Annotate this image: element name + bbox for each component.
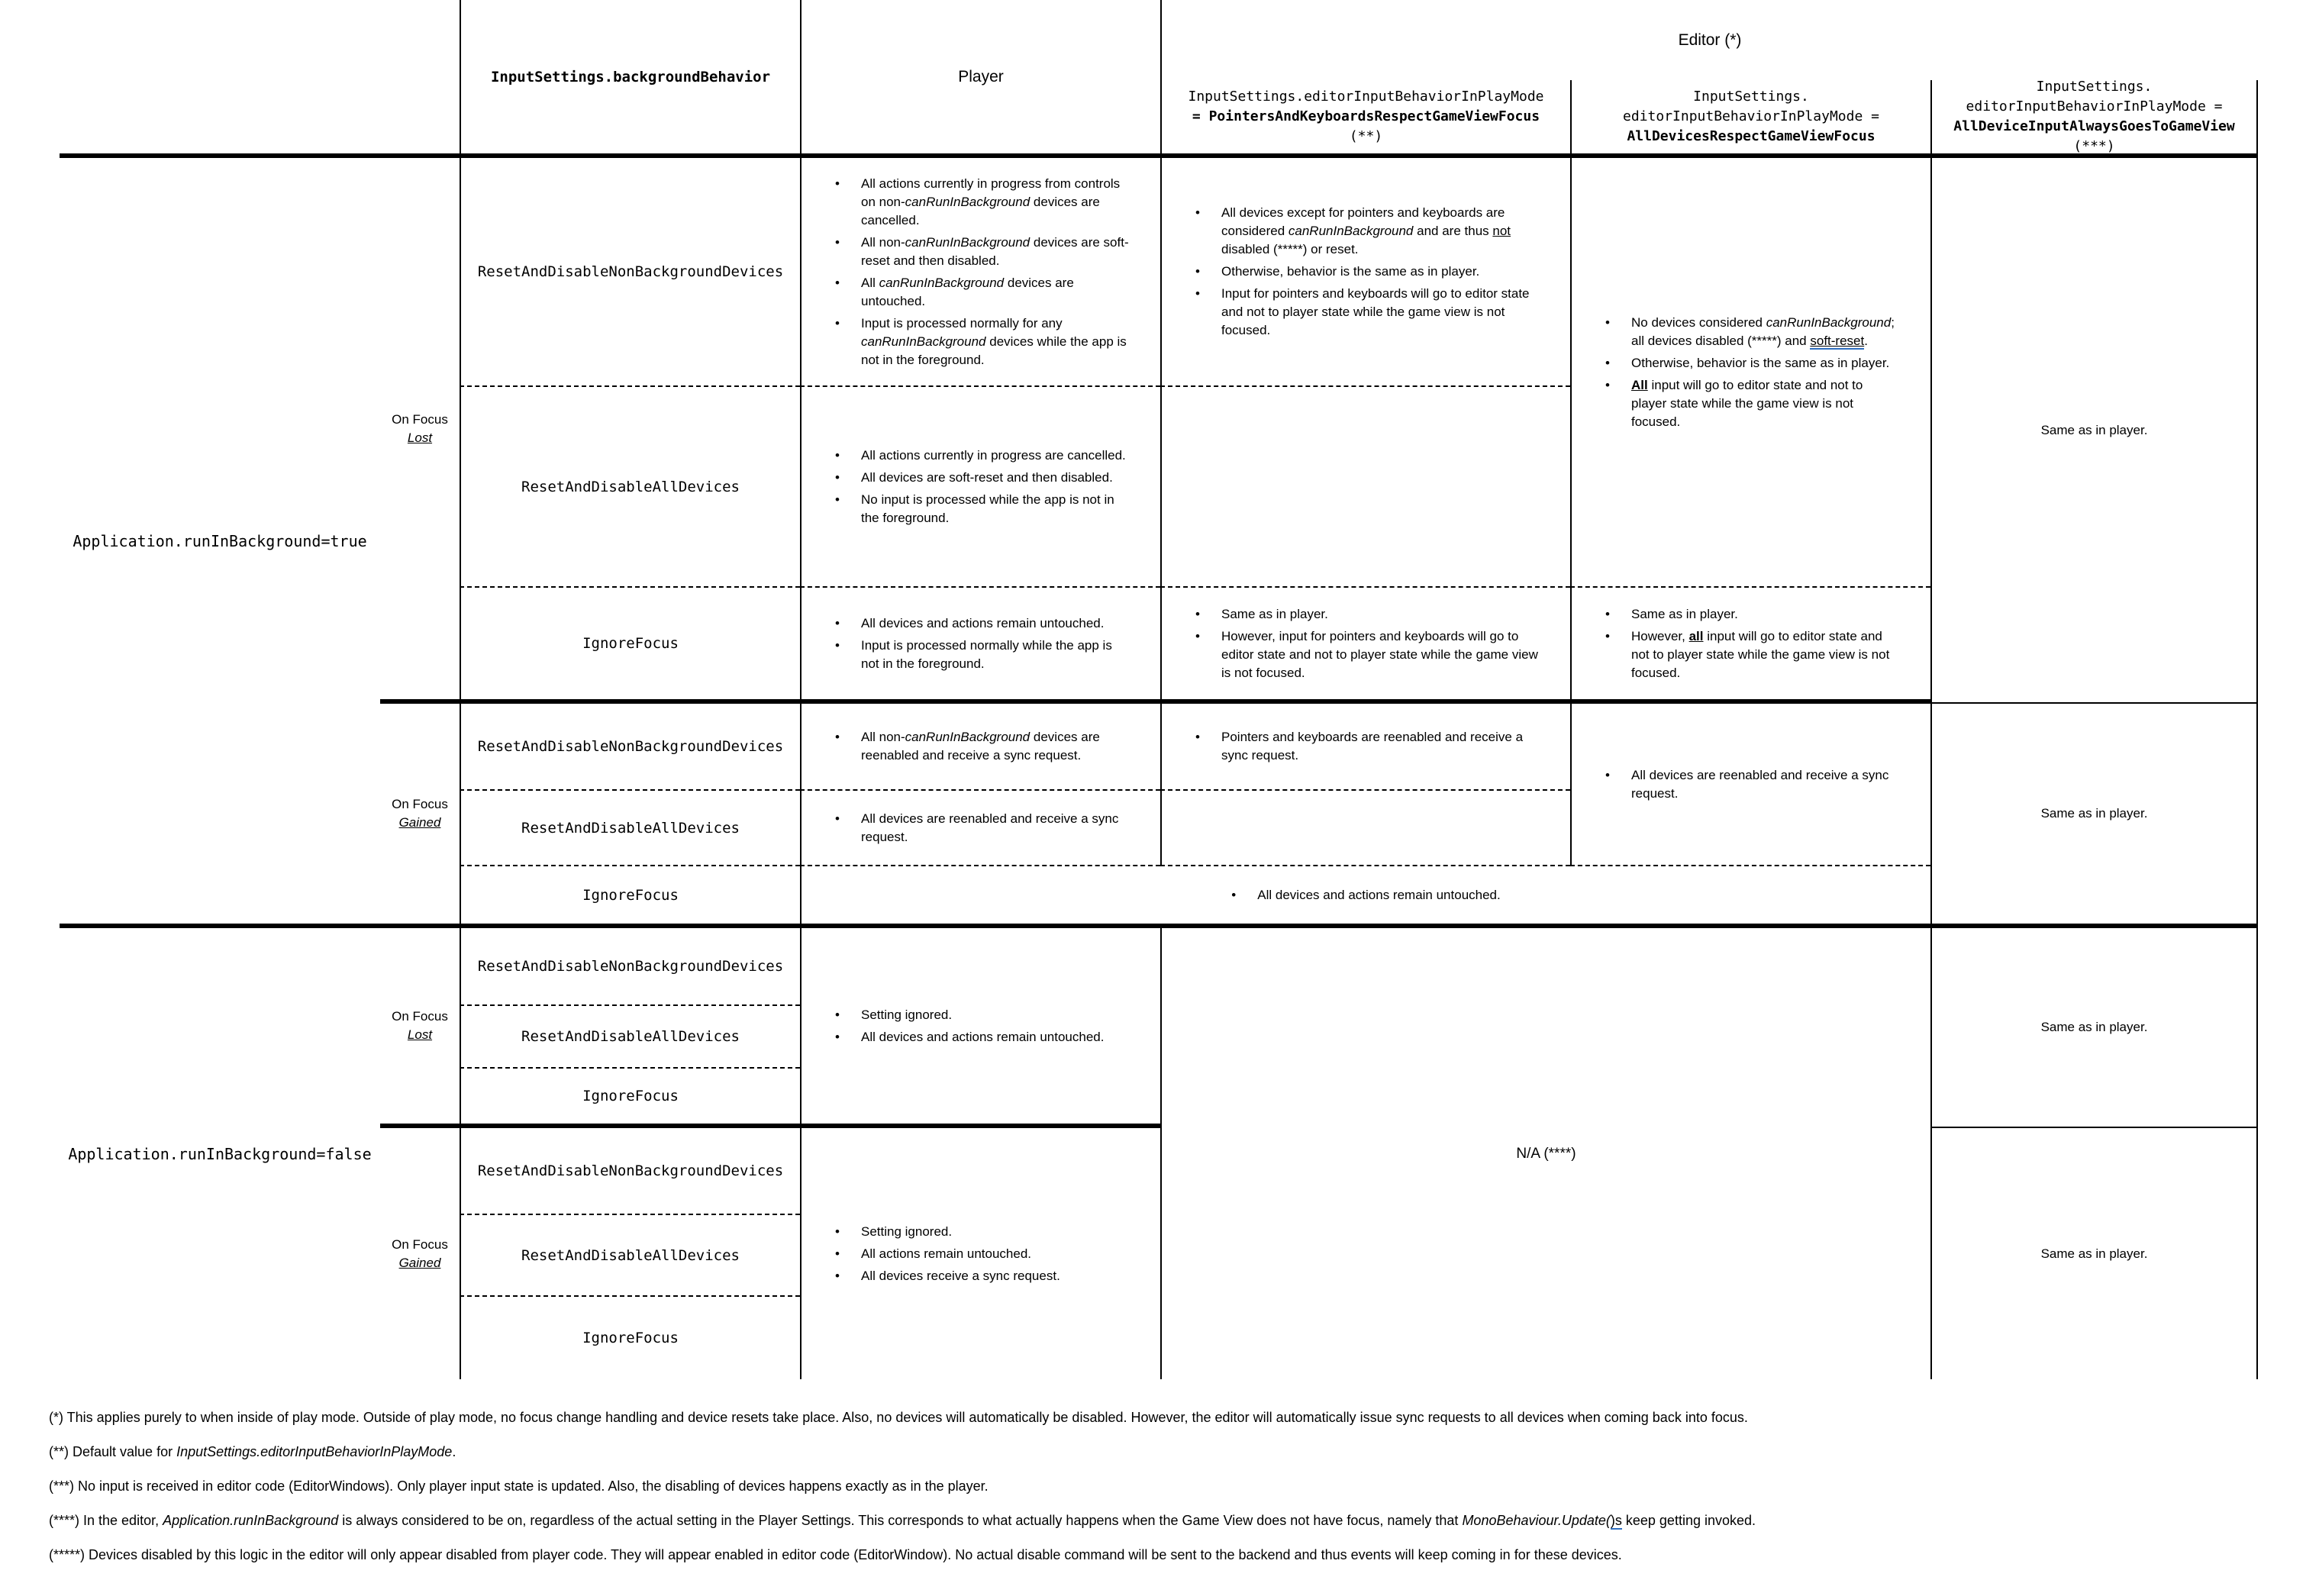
behavior-true-lost-ignore [460, 588, 800, 704]
bullet-item: • Otherwise, behavior is the same as in player. [1595, 354, 1900, 372]
cell-true-lost-allinput [1930, 158, 2258, 704]
background-behavior-label: InputSettings.backgroundBehavior [490, 68, 771, 85]
bullet-list [801, 800, 1160, 856]
cell-true-gained-ignore-merged [800, 866, 1930, 928]
behavior-false-lost-reset-all [460, 1006, 800, 1069]
cell-true-lost-reset-all-pointers-empty [1160, 387, 1570, 588]
bullet-item: • All devices and actions remain untouched. [824, 1028, 1130, 1046]
bullet-item: • Input is processed normally while the app is not in the foreground. [824, 637, 1130, 673]
row-label-false-on-focus-lost [380, 928, 460, 1128]
bullet-list [801, 996, 1160, 1056]
bullet-item: • All devices are reenabled and receive a sync request. [824, 810, 1130, 846]
header-editor-group [1160, 0, 2258, 80]
header-alldevices-line1: InputSettings. [1693, 89, 1809, 105]
bullet-list [801, 165, 1160, 379]
bullet-item: • All non-canRunInBackground devices are soft-reset and then disabled. [824, 234, 1130, 270]
behavior-false-lost-reset-non-bg [460, 928, 800, 1006]
bullet-item: • All devices and actions remain untouched. [1231, 886, 1500, 904]
behavior-false-gained-ignore [460, 1297, 800, 1379]
bullet-item: • However, all input will go to editor state and not to player state while the game view is not focused. [1595, 627, 1900, 682]
bullet-item: • All devices are soft-reset and then disabled. [824, 469, 1130, 487]
cell-true-lost-ignore-pointers [1160, 588, 1570, 704]
row-label-true-on-focus-lost [380, 158, 460, 704]
behavior-label: ResetAndDisableNonBackgroundDevices [477, 738, 784, 755]
behavior-label: ResetAndDisableNonBackgroundDevices [477, 1162, 784, 1179]
bullet-list [1572, 756, 1930, 813]
cell-false-gained-allinput [1930, 1128, 2258, 1379]
cell-false-na [1160, 928, 1930, 1379]
header-allinput-line1: InputSettings. [2036, 79, 2153, 95]
same-as-player-label: Same as in player. [2040, 806, 2148, 821]
bullet-item: • Input for pointers and keyboards will go to editor state and not to player state while the game view is not focused. [1185, 285, 1540, 340]
rib-false-label: Application.runInBackground=false [68, 1144, 372, 1163]
on-focus-text: On Focus [392, 797, 448, 811]
header-allinput-line3: AllDeviceInputAlwaysGoesToGameView [1953, 118, 2235, 134]
behavior-false-gained-reset-all [460, 1215, 800, 1297]
behavior-label: ResetAndDisableAllDevices [521, 819, 740, 837]
focus-lost-text: Lost [407, 1027, 433, 1042]
cell-true-lost-alldevices-merged [1570, 158, 1930, 588]
cell-true-lost-reset-non-bg-player [800, 158, 1160, 387]
bullet-list [1162, 718, 1570, 775]
cell-true-lost-reset-all-player [800, 387, 1160, 588]
behavior-label: IgnoreFocus [582, 1088, 679, 1104]
header-all-devices-respect [1570, 80, 1930, 158]
bullet-item: • All devices and actions remain untouched. [824, 614, 1130, 633]
behavior-true-lost-reset-all [460, 387, 800, 588]
na-label: N/A (****) [1516, 1145, 1576, 1162]
header-empty-cell [60, 0, 460, 158]
behavior-label: IgnoreFocus [582, 635, 679, 652]
cell-true-gained-reset-non-bg-player [800, 704, 1160, 791]
bullet-item: • All devices are reenabled and receive a sync request. [1595, 766, 1900, 803]
row-label-run-in-background-false [60, 928, 380, 1379]
focus-gained-text: Gained [398, 815, 441, 830]
footnote-4: (****) In the editor, Application.runInBackground is always considered to be on, regardless of the actual setting in the Player Settings. This corresponds to what actually happens when the Game View does not have focus, namely that MonoBehaviour.Update()s keep getting invoked. [49, 1513, 1756, 1528]
footnote-3: (***) No input is received in editor code (EditorWindows). Only player input state is updated. Also, the disabling of devices happens exactly as in the player. [49, 1478, 989, 1494]
cell-true-gained-allinput [1930, 704, 2258, 928]
header-allinput-line2: editorInputBehaviorInPlayMode = [1966, 98, 2223, 114]
bullet-list [1162, 194, 1570, 350]
behavior-label: IgnoreFocus [582, 1330, 679, 1346]
editor-group-label: Editor (*) [1678, 31, 1742, 49]
header-player [800, 0, 1160, 158]
bullet-item: • Setting ignored. [824, 1223, 1130, 1241]
behavior-true-gained-ignore [460, 866, 800, 928]
row-label-true-on-focus-gained [380, 704, 460, 928]
header-all-input-gameview [1930, 80, 2258, 158]
behavior-true-lost-reset-non-bg [460, 158, 800, 387]
bullet-item: • All input will go to editor state and not to player state while the game view is not focused. [1595, 376, 1900, 431]
bullet-item: • All non-canRunInBackground devices are reenabled and receive a sync request. [824, 728, 1130, 765]
header-pointers-line3: (**) [1349, 128, 1383, 144]
bullet-item: • All actions currently in progress from controls on non-canRunInBackground devices are cancelled. [824, 175, 1130, 230]
same-as-player-label: Same as in player. [2040, 1020, 2148, 1034]
same-as-player-label: Same as in player. [2040, 422, 2148, 437]
bullet-item: • Same as in player. [1185, 605, 1540, 624]
bullet-list [1572, 304, 1930, 441]
header-allinput-line4: (***) [2073, 138, 2115, 154]
cell-false-lost-player-merged [800, 928, 1160, 1128]
bullet-item: • Otherwise, behavior is the same as in player. [1185, 263, 1540, 281]
row-label-false-on-focus-gained [380, 1128, 460, 1379]
player-label: Player [958, 67, 1004, 85]
bullet-item: • Pointers and keyboards are reenabled and receive a sync request. [1185, 728, 1540, 765]
on-focus-text: On Focus [392, 1236, 448, 1252]
rib-true-label: Application.runInBackground=true [73, 531, 367, 550]
behavior-label: ResetAndDisableNonBackgroundDevices [477, 263, 784, 280]
bullet-list [801, 718, 1160, 775]
bullet-list [801, 605, 1160, 683]
on-focus-text: On Focus [392, 1009, 448, 1024]
bullet-item: • All canRunInBackground devices are untouched. [824, 274, 1130, 311]
bullet-item: • All actions remain untouched. [824, 1245, 1130, 1263]
focus-lost-text: Lost [407, 430, 433, 445]
bullet-item: • All devices receive a sync request. [824, 1267, 1130, 1285]
cell-true-lost-reset-non-bg-pointers [1160, 158, 1570, 387]
footnote-5: (*****) Devices disabled by this logic in the editor will only appear disabled from player code. They will appear enabled in editor code (EditorWindow). No actual disable command will be sent to the backend and thus events will keep coming in for these devices. [49, 1547, 1622, 1562]
cell-false-gained-player-merged [800, 1128, 1160, 1379]
cell-true-gained-reset-all-pointers-empty [1160, 791, 1570, 866]
behavior-label: ResetAndDisableAllDevices [521, 478, 740, 495]
behavior-false-gained-reset-non-bg [460, 1128, 800, 1215]
header-alldevices-line2: editorInputBehaviorInPlayMode = [1623, 108, 1879, 124]
cell-true-lost-ignore-player [800, 588, 1160, 704]
bullet-list [1572, 595, 1930, 692]
bullet-item: • However, input for pointers and keyboards will go to editor state and not to player state while the game view is not focused. [1185, 627, 1540, 682]
header-pointers-keyboards [1160, 80, 1570, 158]
behavior-label: ResetAndDisableNonBackgroundDevices [477, 958, 784, 975]
bullet-item: • Input is processed normally for any canRunInBackground devices while the app is not in the foreground. [824, 314, 1130, 369]
bullet-item: • No devices considered canRunInBackground; all devices disabled (*****) and soft-reset. [1595, 314, 1900, 350]
bullet-list [801, 1213, 1160, 1295]
focus-gained-text: Gained [398, 1255, 441, 1270]
same-as-player-label: Same as in player. [2040, 1246, 2148, 1261]
cell-true-gained-reset-all-player [800, 791, 1160, 866]
bullet-item: • Setting ignored. [824, 1006, 1130, 1024]
footnote-2: (**) Default value for InputSettings.editorInputBehaviorInPlayMode. [49, 1444, 456, 1459]
bullet-item: • All actions currently in progress are cancelled. [824, 447, 1130, 465]
row-label-run-in-background-true [60, 158, 380, 928]
bullet-item: • Same as in player. [1595, 605, 1900, 624]
bullet-list [1231, 882, 1500, 908]
on-focus-text: On Focus [392, 411, 448, 427]
header-alldevices-line3: AllDevicesRespectGameViewFocus [1627, 128, 1876, 144]
behavior-label: ResetAndDisableAllDevices [521, 1028, 740, 1045]
cell-true-gained-alldevices-merged [1570, 704, 1930, 866]
cell-true-gained-reset-non-bg-pointers [1160, 704, 1570, 791]
behavior-label: ResetAndDisableAllDevices [521, 1246, 740, 1264]
header-background-behavior [460, 0, 800, 158]
behavior-false-lost-ignore [460, 1069, 800, 1128]
bullet-item: • All devices except for pointers and keyboards are considered canRunInBackground and are thus not disabled (*****) or reset. [1185, 204, 1540, 259]
bullet-item: • No input is processed while the app is not in the foreground. [824, 491, 1130, 527]
behavior-table [60, 0, 2258, 1379]
cell-false-lost-allinput [1930, 928, 2258, 1128]
behavior-true-gained-reset-all [460, 791, 800, 866]
cell-true-lost-ignore-alldevices [1570, 588, 1930, 704]
behavior-label: IgnoreFocus [582, 886, 679, 904]
header-pointers-line1: InputSettings.editorInputBehaviorInPlayMode [1188, 89, 1544, 105]
bullet-list [801, 437, 1160, 537]
bullet-list [1162, 595, 1570, 692]
footnotes [49, 1409, 2308, 1581]
footnote-1: (*) This applies purely to when inside of play mode. Outside of play mode, no focus change handling and device resets take place. Also, no devices will automatically be disabled. However, the editor will automatically issue sync requests to all devices when coming back into focus. [49, 1410, 1748, 1425]
header-pointers-line2: = PointersAndKeyboardsRespectGameViewFocus [1192, 108, 1540, 124]
behavior-true-gained-reset-non-bg [460, 704, 800, 791]
